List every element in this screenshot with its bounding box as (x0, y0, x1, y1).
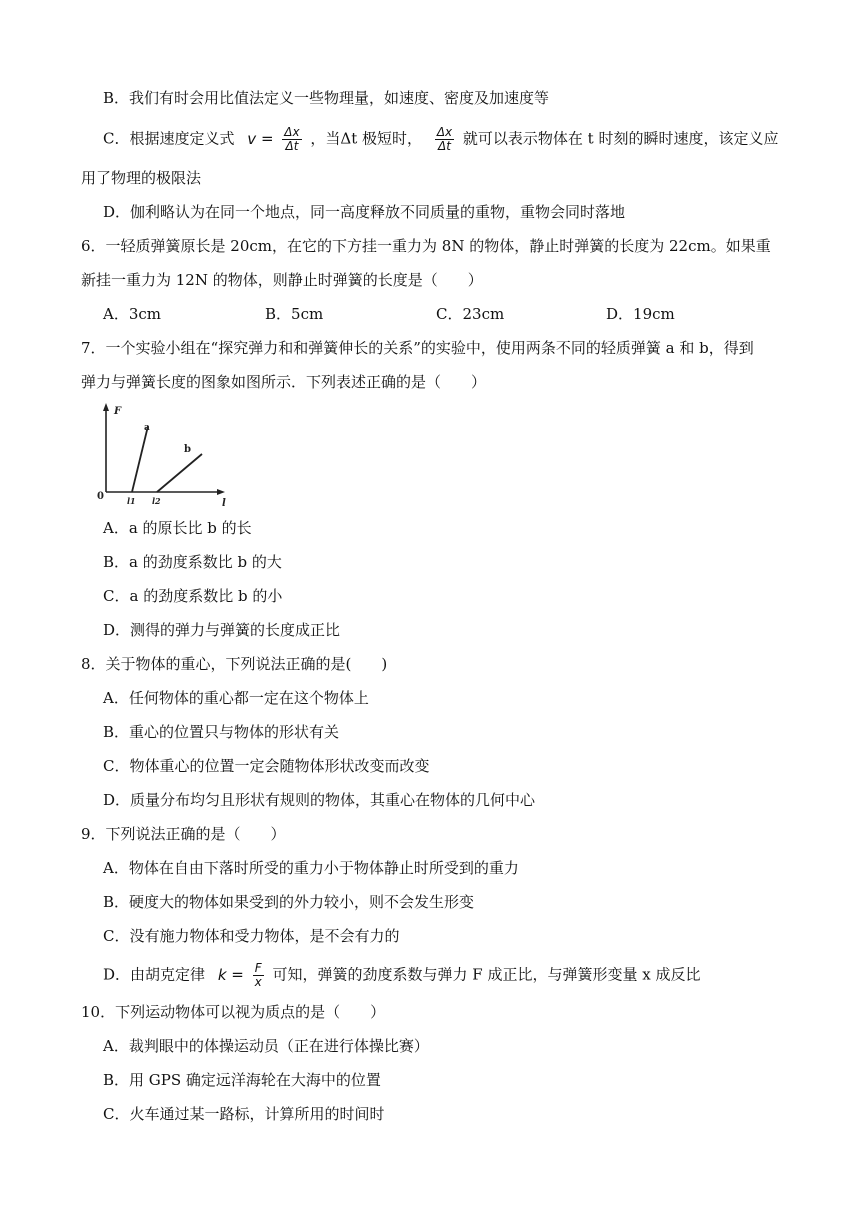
q5-option-b: B．我们有时会用比值法定义一些物理量，如速度、密度及加速度等 (103, 89, 550, 107)
q7-option-d: D．测得的弹力与弹簧的长度成正比 (103, 621, 341, 639)
q6-stem-line2: 新挂一重力为 12N 的物体，则静止时弹簧的长度是（ ） (81, 271, 483, 289)
q5-fraction2-numerator: Δx (436, 125, 453, 139)
q6-option-c: C．23cm (436, 305, 505, 323)
graph-line-a-label: a (144, 423, 150, 433)
graph-x-label: l (222, 498, 226, 506)
graph-origin-label: 0 (97, 491, 104, 502)
graph-x-arrow (217, 489, 225, 495)
q10-option-c: C．火车通过某一路标，计算所用的时间时 (103, 1105, 385, 1123)
q9-fraction-numerator: F (253, 962, 264, 976)
q9-option-b: B．硬度大的物体如果受到的外力较小，则不会发生形变 (103, 893, 475, 911)
q5-instant-fraction (435, 126, 454, 153)
q5-option-c-line1 (103, 126, 778, 153)
graph-y-arrow (103, 403, 109, 411)
q9-fraction-denominator: x (254, 975, 262, 989)
q10-stem: 10．下列运动物体可以视为质点的是（ ） (81, 1003, 386, 1021)
q10-option-b: B．用 GPS 确定远洋海轮在大海中的位置 (103, 1071, 381, 1089)
q5-option-c-middle: ，当Δt 极短时， (310, 129, 423, 148)
q10-option-a: A．裁判眼中的体操运动员（正在进行体操比赛） (103, 1037, 429, 1055)
q6-option-a: A．3cm (103, 305, 162, 323)
graph-tick-l1-label: l1 (127, 496, 136, 506)
q7-stem-line1: 7．一个实验小组在“探究弹力和和弹簧伸长的关系”的实验中，使用两条不同的轻质弹簧 a 和 b，得到 (81, 339, 754, 357)
graph-tick-l2-label: l2 (152, 496, 161, 506)
q8-option-a: A．任何物体的重心都一定在这个物体上 (103, 689, 369, 707)
q9-stem: 9．下列说法正确的是（ ） (81, 825, 286, 843)
q9-option-d (103, 962, 700, 989)
q7-option-a: A．a 的原长比 b 的长 (103, 519, 252, 537)
q5-option-d: D．伽利略认为在同一个地点，同一高度释放不同质量的重物，重物会同时落地 (103, 203, 626, 221)
q8-stem: 8．关于物体的重心，下列说法正确的是( ) (81, 655, 388, 673)
q7-option-b: B．a 的劲度系数比 b 的大 (103, 553, 282, 571)
q9-option-c: C．没有施力物体和受力物体，是不会有力的 (103, 927, 400, 945)
q9-equals: = (231, 965, 244, 984)
q5-option-c-prefix: C．根据速度定义式 (103, 129, 235, 148)
graph-line-a (132, 426, 148, 492)
q5-velocity-fraction (282, 126, 301, 153)
q7-stem-line2: 弹力与弹簧长度的图象如图所示．下列表述正确的是（ ） (81, 373, 487, 391)
q5-fraction-denominator: Δt (285, 139, 299, 153)
graph-line-b-label: b (184, 444, 191, 455)
q5-fraction2-denominator: Δt (438, 139, 451, 153)
q5-velocity-symbol: v (247, 129, 257, 148)
q7-option-c: C．a 的劲度系数比 b 的小 (103, 587, 283, 605)
q9-k-symbol: k (217, 965, 227, 984)
graph-line-b (157, 454, 202, 492)
q6-stem-line1: 6．一轻质弹簧原长是 20cm，在它的下方挂一重力为 8N 的物体，静止时弹簧的长度为 22cm。如果重 (81, 237, 771, 255)
q9-option-d-prefix: D．由胡克定律 (103, 965, 206, 984)
q8-option-d: D．质量分布均匀且形状有规则的物体，其重心在物体的几何中心 (103, 791, 536, 809)
q9-option-a: A．物体在自由下落时所受的重力小于物体静止时所受到的重力 (103, 859, 519, 877)
q9-hooke-fraction (253, 962, 264, 989)
q5-equals: = (260, 129, 274, 148)
q8-option-c: C．物体重心的位置一定会随物体形状改变而改变 (103, 757, 430, 775)
q6-option-b: B．5cm (265, 305, 324, 323)
q8-option-b: B．重心的位置只与物体的形状有关 (103, 723, 340, 741)
q7-spring-graph (96, 400, 236, 506)
q6-option-d: D．19cm (606, 305, 675, 323)
q5-option-c-suffix: 就可以表示物体在 t 时刻的瞬时速度，该定义应 (462, 129, 779, 148)
q5-fraction-numerator: Δx (284, 125, 300, 139)
graph-y-label: F (114, 406, 122, 417)
q5-option-c-line2: 用了物理的极限法 (81, 169, 202, 187)
q9-option-d-suffix: 可知，弹簧的劲度系数与弹力 F 成正比，与弹簧形变量 x 成反比 (272, 965, 701, 984)
